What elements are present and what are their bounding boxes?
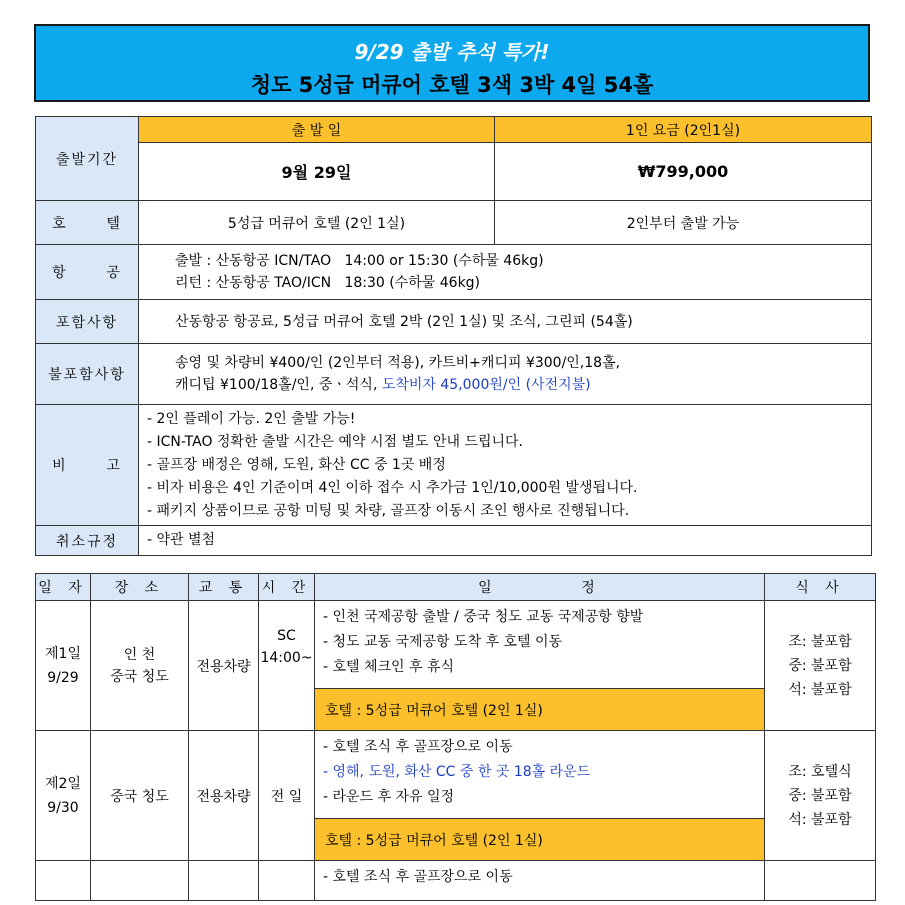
day-2-place: 중국 청도: [91, 731, 189, 861]
day-1-label: 제1일: [45, 645, 81, 662]
day-1-time-2: 14:00~: [260, 650, 313, 666]
meal-dinner: 석: 불포함: [788, 681, 852, 698]
header-itinerary: 일 정: [315, 574, 765, 601]
remark-item: - ICN-TAO 정확한 출발 시간은 예약 시점 별도 안내 드립니다.: [147, 433, 523, 450]
exclude-line-2: [175, 374, 871, 396]
header-time: 시 간: [259, 574, 315, 601]
meal-breakfast: 조: 호텔식: [788, 763, 852, 780]
remarks-label: 비 고: [36, 405, 139, 526]
exclude-line-1: 송영 및 차량비 ¥400/인 (2인부터 적용), 카트비+캐디피 ¥300/인,18홀,: [175, 355, 621, 371]
day-3-meals: [765, 861, 876, 901]
schedule-table: [35, 573, 876, 901]
day-2-date-cell: [36, 731, 91, 861]
day-1-time-cell: [259, 601, 315, 731]
day-3-place-cell: [91, 861, 189, 901]
include-label: 포함사항: [36, 300, 139, 344]
hotel-note: 2인부터 출발 가능: [495, 201, 872, 245]
day-1-date-cell: [36, 601, 91, 731]
banner-subtitle: 9/29 출발 추석 특가!: [354, 40, 550, 64]
info-table: [35, 116, 872, 556]
title-banner: [34, 24, 870, 102]
price-col-header: 1인 요금 (2인1실): [495, 117, 872, 143]
day-3-activities: [315, 861, 765, 901]
header-place: 장 소: [91, 574, 189, 601]
banner-title: 청도 5성급 머큐어 호텔 3색 3박 4일 54홀: [250, 73, 654, 97]
day-2-hotel: 호텔 : 5성급 머큐어 호텔 (2인 1실): [315, 819, 765, 861]
flight-outbound: 출발 : 산동항공 ICN/TAO 14:00 or 15:30 (수하물 46kg): [175, 253, 544, 269]
header-date: 일 자: [36, 574, 91, 601]
exclude-info: [139, 344, 872, 405]
meal-lunch: 중: 불포함: [788, 787, 852, 804]
remark-item: - 패키지 상품이므로 공항 미팅 및 차량, 골프장 이동시 조인 행사로 진행됩니다.: [147, 502, 630, 519]
day-3-transport-cell: [189, 861, 259, 901]
header-transport: 교 통: [189, 574, 259, 601]
hotel-label: 호 텔: [36, 201, 139, 245]
remarks-list: [139, 405, 872, 526]
day-2-time: 전 일: [259, 731, 315, 861]
day-1-activities: [315, 601, 765, 689]
day-1-place-cell: [91, 601, 189, 731]
activity-item: - 청도 교동 국제공항 도착 후 호텔 이동: [323, 634, 563, 650]
exclude-line-2-text: 캐디팁 ¥100/18홀/인, 중ㆍ석식,: [175, 377, 382, 393]
flight-label: 항 공: [36, 245, 139, 300]
day-1-transport: 전용차량: [189, 601, 259, 731]
exclude-label: 불포함사항: [36, 344, 139, 405]
meal-dinner: 석: 불포함: [788, 811, 852, 828]
header-meals: 식 사: [765, 574, 876, 601]
price-value: ₩799,000: [495, 143, 872, 201]
day-1-meals: [765, 601, 876, 731]
day-2-label: 제2일: [45, 775, 81, 792]
meal-lunch: 중: 불포함: [788, 657, 852, 674]
remark-item: - 골프장 배정은 영해, 도원, 화산 CC 중 1곳 배정: [147, 456, 446, 473]
meal-breakfast: 조: 불포함: [788, 633, 852, 650]
activity-item: - 호텔 조식 후 골프장으로 이동: [323, 869, 513, 885]
day-1-date: 9/29: [47, 669, 79, 686]
day-2-date: 9/30: [47, 799, 79, 816]
departure-date: 9월 29일: [139, 143, 495, 201]
remark-item: - 비자 비용은 4인 기준이며 4인 이하 접수 시 추가금 1인/10,000원 발생됩니다.: [147, 479, 638, 496]
activity-item: - 호텔 체크인 후 휴식: [323, 659, 455, 675]
departure-col-header: 출 발 일: [139, 117, 495, 143]
hotel-value: 5성급 머큐어 호텔 (2인 1실): [139, 201, 495, 245]
remark-item: - 2인 플레이 가능. 2인 출발 가능!: [147, 410, 356, 427]
cancel-label: 취소규정: [36, 526, 139, 556]
day-1-hotel: 호텔 : 5성급 머큐어 호텔 (2인 1실): [315, 689, 765, 731]
day-3-date-cell: [36, 861, 91, 901]
day-1-time-1: SC: [277, 628, 296, 644]
exclude-visa-fee: 도착비자 45,000원/인 (사전지불): [381, 377, 591, 393]
day-1-place-2: 중국 청도: [110, 668, 169, 685]
activity-item: - 인천 국제공항 출발 / 중국 청도 교동 국제공항 향발: [323, 609, 644, 625]
day-1-place-1: 인 천: [123, 646, 156, 663]
activity-item: - 라운드 후 자유 일정: [323, 789, 455, 805]
activity-item: - 호텔 조식 후 골프장으로 이동: [323, 739, 513, 755]
flight-return: 리턴 : 산동항공 TAO/ICN 18:30 (수하물 46kg): [175, 275, 481, 291]
period-label: 출발기간: [36, 117, 139, 201]
day-2-transport: 전용차량: [189, 731, 259, 861]
flight-info: [139, 245, 872, 300]
cancel-value: - 약관 별첨: [139, 526, 872, 556]
day-3-time-cell: [259, 861, 315, 901]
include-value: 산동항공 항공료, 5성급 머큐어 호텔 2박 (2인 1실) 및 조식, 그린피 (54홀): [139, 300, 872, 344]
day-2-activities: [315, 731, 765, 819]
day-2-meals: [765, 731, 876, 861]
activity-item: - 영해, 도원, 화산 CC 중 한 곳 18홀 라운드: [323, 764, 591, 780]
